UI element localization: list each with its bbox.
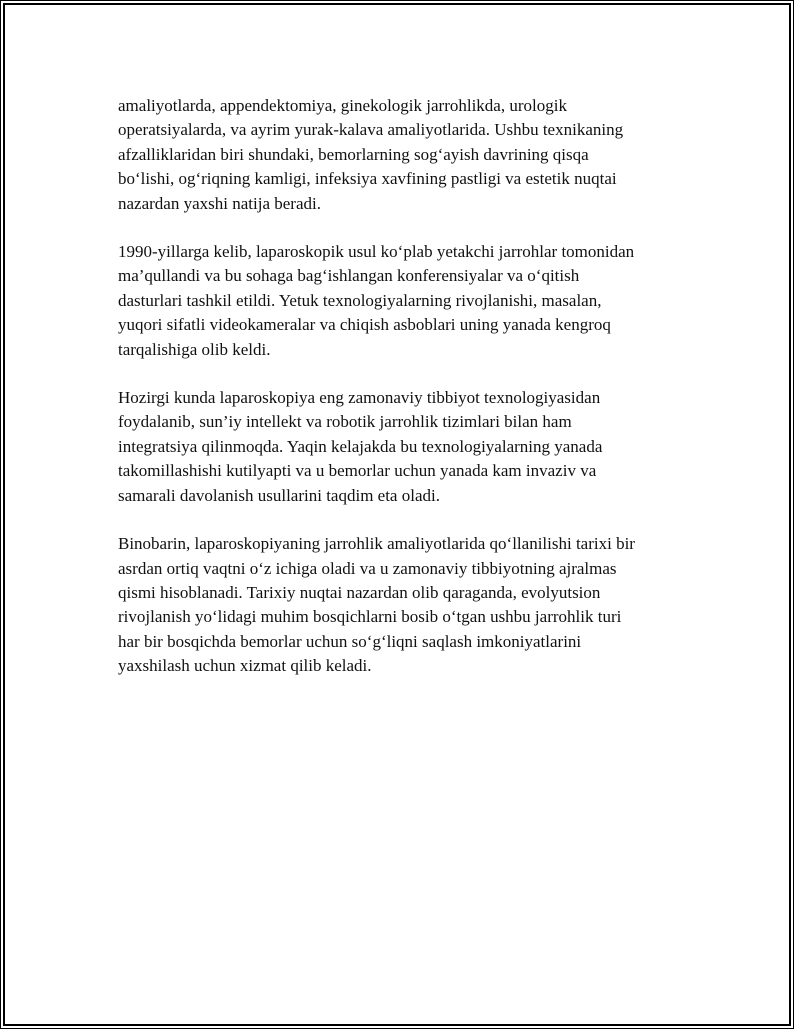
text-line: afzalliklaridan biri shundaki, bemorlarning sog‘ayish davrining qisqa [118,144,589,164]
text-line: integratsiya qilinmoqda. Yaqin kelajakda bu texnologiyalarning yanada [118,436,603,456]
paragraph-2 [118,240,698,362]
text-line: foydalanib, sun’iy intellekt va robotik jarrohlik tizimlari bilan ham [118,412,572,432]
text-line: Hozirgi kunda laparoskopiya eng zamonaviy tibbiyot texnologiyasidan [118,388,601,408]
paragraph-1 [118,94,698,216]
text-line: operatsiyalarda, va ayrim yurak-kalava amaliyotlarida. Ushbu texnikaning [118,120,624,140]
text-line: har bir bosqichda bemorlar uchun so‘g‘liqni saqlash imkoniyatlarini [118,631,582,651]
text-line: rivojlanish yo‘lidagi muhim bosqichlarni bosib o‘tgan ushbu jarrohlik turi [118,607,622,627]
text-line: takomillashishi kutilyapti va u bemorlar uchun yanada kam invaziv va [118,461,597,481]
text-line: tarqalishiga olib keldi. [118,339,271,359]
text-line: dasturlari tashkil etildi. Yetuk texnologiyalarning rivojlanishi, masalan, [118,290,602,310]
paragraph-4 [118,532,698,678]
document-body [118,94,698,703]
text-line: samarali davolanish usullarini taqdim eta oladi. [118,485,440,505]
text-line: yaxshilash uchun xizmat qilib keladi. [118,656,372,676]
text-line: asrdan ortiq vaqtni o‘z ichiga oladi va u zamonaviy tibbiyotning ajralmas [118,558,617,578]
text-line: amaliyotlarda, appendektomiya, ginekologik jarrohlikda, urologik [118,96,567,115]
paragraph-3 [118,386,698,508]
text-line: Binobarin, laparoskopiyaning jarrohlik amaliyotlarida qo‘llanilishi tarixi bir [118,534,635,554]
text-line: qismi hisoblanadi. Tarixiy nuqtai nazardan olib qaraganda, evolyutsion [118,582,601,602]
text-line: ma’qullandi va bu sohaga bag‘ishlangan konferensiyalar va o‘qitish [118,266,580,286]
text-line: 1990-yillarga kelib, laparoskopik usul ko‘plab yetakchi jarrohlar tomonidan [118,242,635,262]
text-line: bo‘lishi, og‘riqning kamligi, infeksiya xavfining pastligi va estetik nuqtai [118,169,617,189]
text-line: yuqori sifatli videokameralar va chiqish asboblari uning yanada kengroq [118,315,611,335]
text-line: nazardan yaxshi natija beradi. [118,193,321,213]
